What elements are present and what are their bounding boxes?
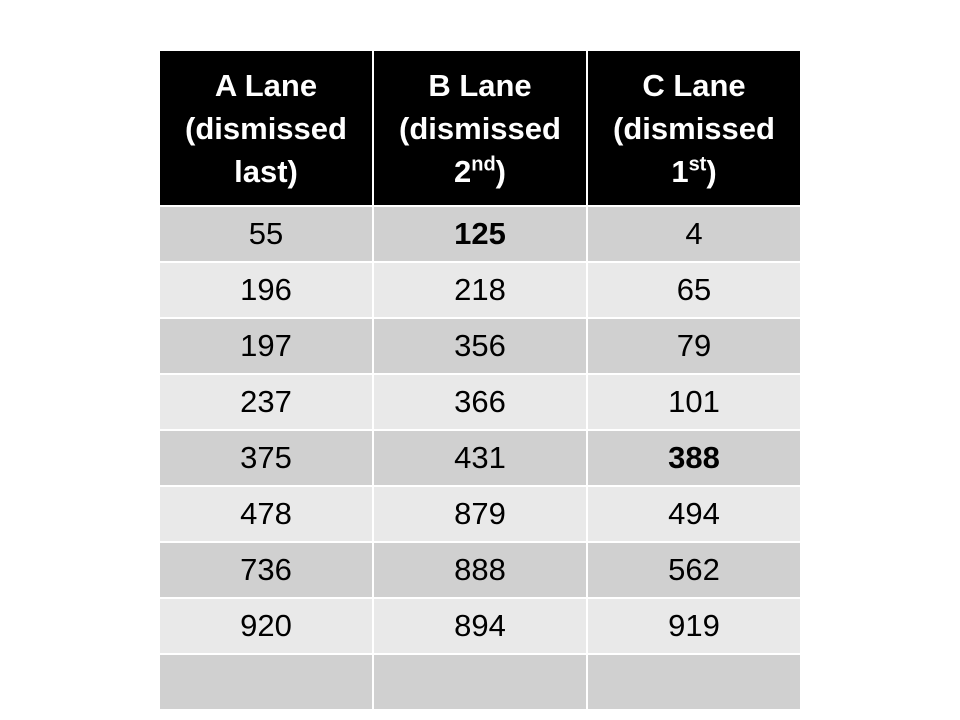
header-a-lane: A Lane (dismissed last) — [159, 51, 373, 206]
table-row — [159, 318, 801, 374]
table-cell: 888 — [373, 542, 587, 598]
table-cell: 65 — [587, 262, 801, 318]
table-body — [159, 206, 801, 710]
table-cell: 431 — [373, 430, 587, 486]
table-cell: 125 — [373, 206, 587, 262]
table-cell: 919 — [587, 598, 801, 654]
table-row — [159, 542, 801, 598]
table-cell: 101 — [587, 374, 801, 430]
table-cell: 55 — [159, 206, 373, 262]
table-cell: 920 — [159, 598, 373, 654]
table-cell: 375 — [159, 430, 373, 486]
table-cell: 478 — [159, 486, 373, 542]
table-cell: 494 — [587, 486, 801, 542]
table-row — [159, 430, 801, 486]
table-cell: 218 — [373, 262, 587, 318]
header-b-lane: B Lane (dismissed 2nd) — [373, 51, 587, 206]
header-row — [159, 51, 801, 206]
table-cell: 736 — [159, 542, 373, 598]
table-row — [159, 598, 801, 654]
table-cell: 879 — [373, 486, 587, 542]
table-cell: 237 — [159, 374, 373, 430]
table-cell: 388 — [587, 430, 801, 486]
table-cell: 366 — [373, 374, 587, 430]
table-row — [159, 654, 801, 710]
table-cell: 356 — [373, 318, 587, 374]
table-row — [159, 206, 801, 262]
table-cell: 197 — [159, 318, 373, 374]
table-cell: 79 — [587, 318, 801, 374]
table-row — [159, 486, 801, 542]
table-cell: 4 — [587, 206, 801, 262]
table-cell — [159, 654, 373, 710]
table-cell — [373, 654, 587, 710]
table-cell: 562 — [587, 542, 801, 598]
table-cell — [587, 654, 801, 710]
table-cell: 894 — [373, 598, 587, 654]
header-c-lane: C Lane (dismissed 1st) — [587, 51, 801, 206]
table-cell: 196 — [159, 262, 373, 318]
lanes-table — [158, 51, 802, 711]
table-row — [159, 262, 801, 318]
table-row — [159, 374, 801, 430]
